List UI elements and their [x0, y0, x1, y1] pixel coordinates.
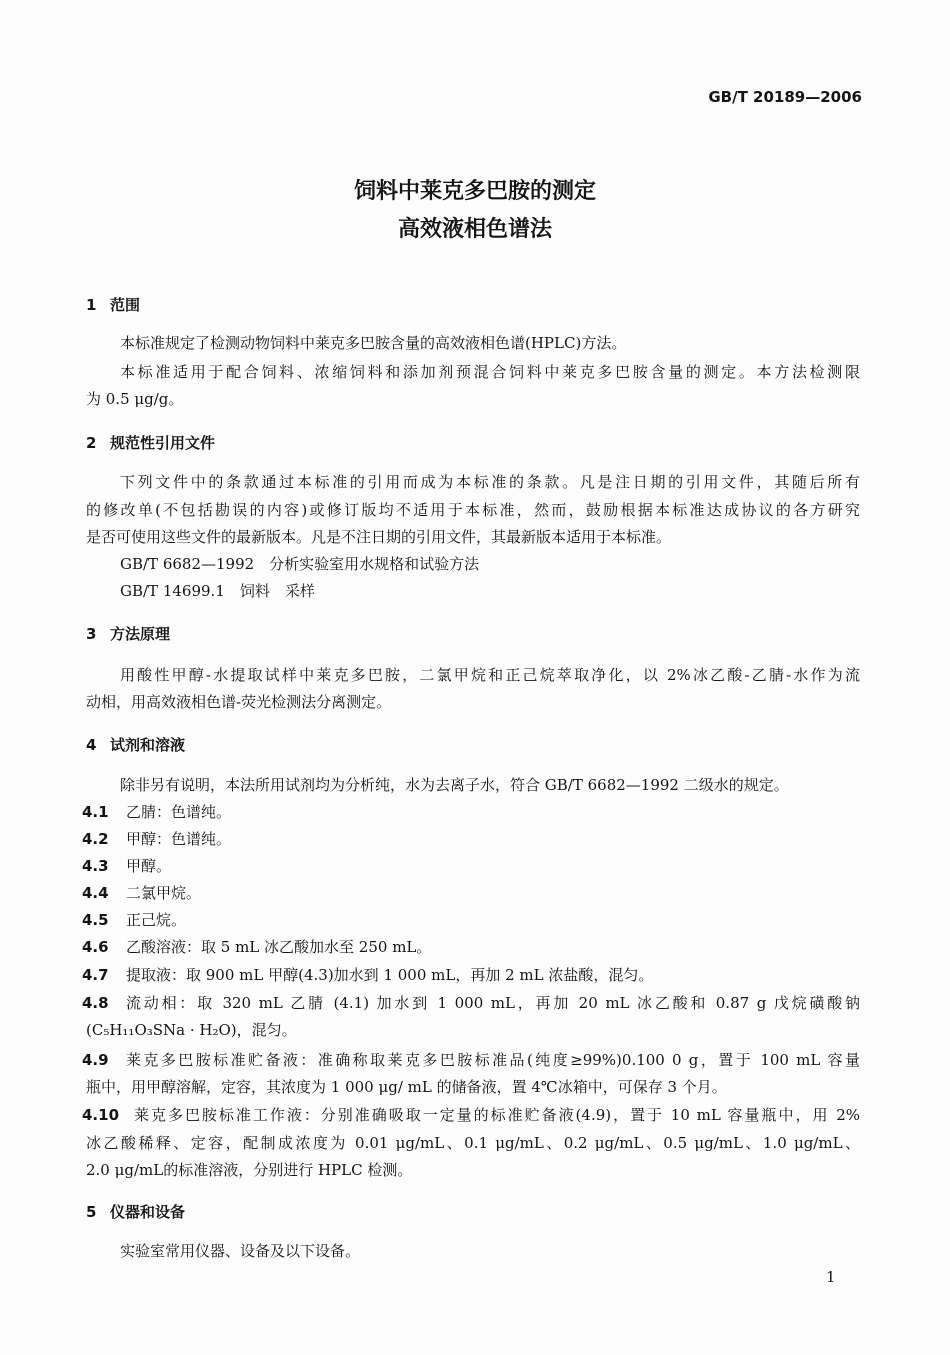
item-text: 甲醇：色谱纯。 [126, 830, 232, 848]
item-text: 冰乙酸稀释、定容，配制成浓度为 0.01 μg/mL、0.1 μg/mL、0.2 μg/mL、0.5 μg/mL、1.0 μg/mL、 [86, 1134, 860, 1152]
item-text: 乙酸溶液：取 5 mL 冰乙酸加水至 250 mL。 [126, 938, 432, 956]
document-title: 饲料中莱克多巴胺的测定 [353, 179, 596, 204]
item-number: 4.6 [82, 938, 109, 956]
item-number: 4.5 [82, 911, 109, 929]
item-text: (C₅H₁₁O₃SNa · H₂O)，混匀。 [86, 1021, 297, 1039]
page-number: 1 [826, 1268, 836, 1286]
document-subtitle: 高效液相色谱法 [397, 217, 552, 242]
item-text: 莱克多巴胺标准工作液：分别准确吸取一定量的标准贮备液(4.9)，置于 10 mL 容量瓶中，用 2% [134, 1106, 860, 1124]
section-heading-4: 4 试剂和溶液 [86, 736, 186, 754]
item-text: 正己烷。 [126, 911, 187, 929]
item-text: 瓶中，用甲醇溶解，定容，其浓度为 1 000 μg/ mL 的储备液，置 4℃冰箱中，可保存 3 个月。 [86, 1078, 727, 1096]
paragraph: 动相，用高效液相色谱-荧光检测法分离测定。 [86, 693, 392, 711]
paragraph: 除非另有说明，本法所用试剂均为分析纯，水为去离子水，符合 GB/T 6682—1992 二级水的规定。 [120, 776, 789, 794]
paragraph: 下列文件中的条款通过本标准的引用而成为本标准的条款。凡是注日期的引用文件，其随后所有 [120, 473, 860, 491]
item-number: 4.10 [82, 1106, 120, 1124]
item-text: 提取液：取 900 mL 甲醇(4.3)加水到 1 000 mL，再加 2 mL 浓盐酸，混匀。 [126, 966, 654, 984]
item-number: 4.3 [82, 857, 109, 875]
paragraph: 是否可使用这些文件的最新版本。凡是不注日期的引用文件，其最新版本适用于本标准。 [86, 528, 672, 546]
item-number: 4.2 [82, 830, 109, 848]
reference-item: GB/T 6682—1992 分析实验室用水规格和试验方法 [120, 555, 480, 573]
item-number: 4.4 [82, 884, 109, 902]
item-number: 4.9 [82, 1051, 109, 1069]
paragraph: 本标准规定了检测动物饲料中莱克多巴胺含量的高效液相色谱(HPLC)方法。 [120, 334, 627, 352]
paragraph: 的修改单(不包括勘误的内容)或修订版均不适用于本标准，然而，鼓励根据本标准达成协议的各方研究 [86, 501, 860, 519]
item-text: 甲醇。 [126, 857, 172, 875]
item-number: 4.7 [82, 966, 109, 984]
item-text: 乙腈：色谱纯。 [126, 803, 232, 821]
paragraph: 实验室常用仪器、设备及以下设备。 [120, 1242, 361, 1260]
item-number: 4.1 [82, 803, 109, 821]
item-text: 流动相：取 320 mL 乙腈 (4.1) 加水到 1 000 mL，再加 20 mL 冰乙酸和 0.87 g 戊烷磺酸钠 [126, 994, 860, 1012]
section-heading-5: 5 仪器和设备 [86, 1203, 186, 1221]
paragraph: 本标准适用于配合饲料、浓缩饲料和添加剂预混合饲料中莱克多巴胺含量的测定。本方法检测限 [120, 363, 860, 381]
section-heading-3: 3 方法原理 [86, 625, 171, 643]
standard-code: GB/T 20189—2006 [708, 88, 862, 106]
section-heading-1: 1 范围 [86, 296, 141, 314]
item-text: 二氯甲烷。 [126, 884, 202, 902]
item-text: 莱克多巴胺标准贮备液：准确称取莱克多巴胺标准品(纯度≥99%)0.100 0 g，置于 100 mL 容量 [126, 1051, 860, 1069]
section-heading-2: 2 规范性引用文件 [86, 434, 216, 452]
item-text: 2.0 μg/mL的标准溶液，分别进行 HPLC 检测。 [86, 1161, 413, 1179]
item-number: 4.8 [82, 994, 109, 1012]
paragraph: 为 0.5 μg/g。 [86, 390, 184, 408]
paragraph: 用酸性甲醇-水提取试样中莱克多巴胺，二氯甲烷和正己烷萃取净化，以 2%冰乙酸-乙腈-水作为流 [120, 666, 860, 684]
reference-item: GB/T 14699.1 饲料 采样 [120, 582, 315, 600]
